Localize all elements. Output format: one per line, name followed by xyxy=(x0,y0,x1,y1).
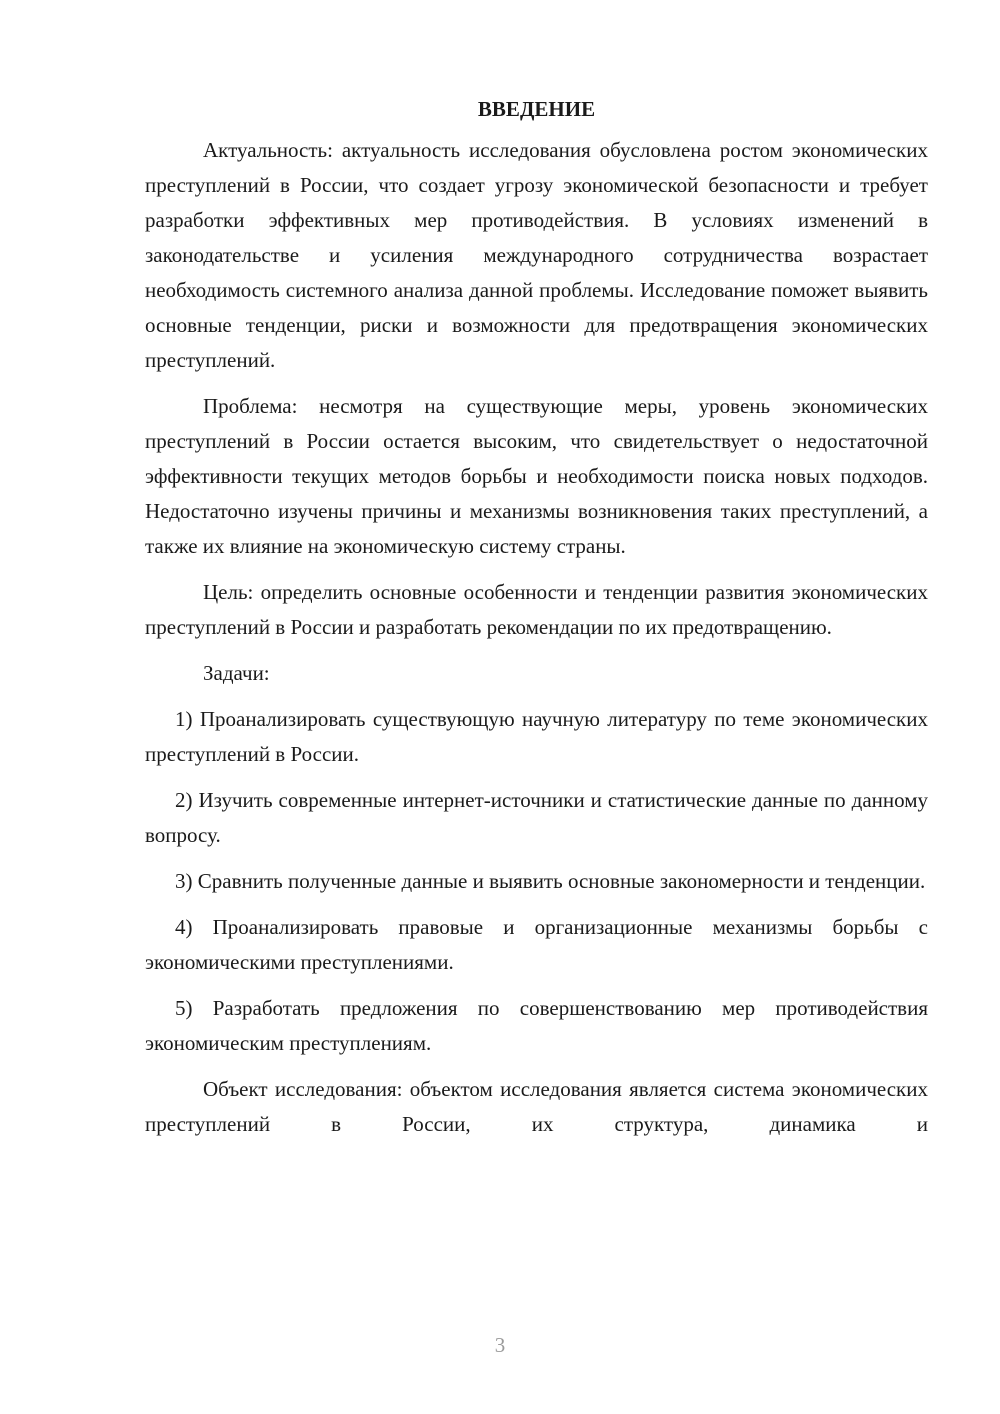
relevance-paragraph: Актуальность: актуальность исследования обусловлена ростом экономических преступлений в России, что создает угрозу экономической безопасности и требует разработки эффективных мер противодействия. В условиях изменений в законодательстве и усиления международного сотрудничества возрастает необходимость системного анализа данной проблемы. Исследование поможет выявить основные тенденции, риски и возможности для предотвращения экономических преступлений. xyxy=(145,138,928,372)
task-item: 3) Сравнить полученные данные и выявить основные закономерности и тенденции. xyxy=(175,869,926,893)
object-paragraph: Объект исследования: объектом исследования является система экономических преступлений в России, их структура, динамика и xyxy=(145,1077,928,1136)
problem-paragraph: Проблема: несмотря на существующие меры, уровень экономических преступлений в России остается высоким, что свидетельствует о недостаточной эффективности текущих методов борьбы и необходимости поиска новых подходов. Недостаточно изучены причины и механизмы возникновения таких преступлений, а также их влияние на экономическую систему страны. xyxy=(145,394,928,558)
task-item: 4) Проанализировать правовые и организационные механизмы борьбы с экономическими преступлениями. xyxy=(145,915,928,974)
page-number: 3 xyxy=(494,1333,506,1357)
task-item: 5) Разработать предложения по совершенствованию мер противодействия экономическим преступлениям. xyxy=(145,996,928,1055)
task-item: 2) Изучить современные интернет-источники и статистические данные по данному вопросу. xyxy=(145,788,928,847)
section-title: ВВЕДЕНИЕ xyxy=(477,97,596,121)
page-content xyxy=(145,92,928,1153)
tasks-heading: Задачи: xyxy=(203,661,270,685)
goal-paragraph: Цель: определить основные особенности и тенденции развития экономических преступлений в России и разработать рекомендации по их предотвращению. xyxy=(145,580,928,639)
task-item: 1) Проанализировать существующую научную литературу по теме экономических преступлений в России. xyxy=(145,707,928,766)
